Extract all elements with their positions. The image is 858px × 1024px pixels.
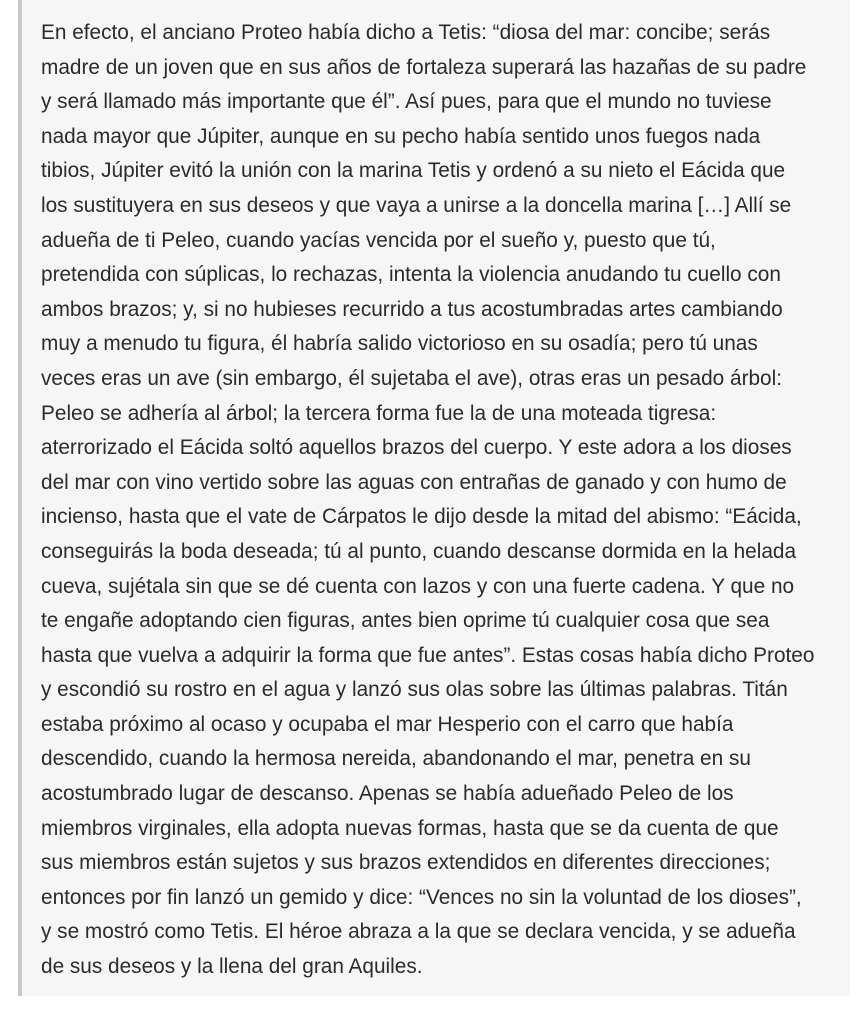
blockquote [18, 0, 850, 996]
quote-text: En efecto, el anciano Proteo había dicho a Tetis: “diosa del mar: concibe; serás madre de un joven que en sus años de fortaleza superará las hazañas de su padre y será llamado más importante que él”. Así pues, para que el mundo no tuviese nada mayor que Júpiter, aunque en su pecho había sentido unos fuegos nada tibios, Júpiter evitó la unión con la marina Tetis y ordenó a su nieto el Eácida que los sustituyera en sus deseos y que vaya a unirse a la doncella marina […] Allí se adueña de ti Peleo, cuando yacías vencida por el sueño y, puesto que tú, pretendida con súplicas, lo rechazas, intenta la violencia anudando tu cuello con ambos brazos; y, si no hubieses recurrido a tus acostumbradas artes cambiando muy a menudo tu figura, él habría salido victorioso en su osadía; pero tú unas veces eras un ave (sin embargo, él sujetaba el ave), otras eras un pesado árbol: Peleo se adhería al árbol; la tercera forma fue la de una moteada tigresa: aterrorizado el Eácida soltó aquellos brazos del cuerpo. Y este adora a los dioses del mar con vino vertido sobre las aguas con entrañas de ganado y con humo de incienso, hasta que el vate de Cárpatos le dijo desde la mitad del abismo: “Eácida, conseguirás la boda deseada; tú al punto, cuando descanse dormida en la helada cueva, sujétala sin que se dé cuenta con lazos y con una fuerte cadena. Y que no te engañe adoptando cien figuras, antes bien oprime tú cualquier cosa que sea hasta que vuelva a adquirir la forma que fue antes”. Estas cosas había dicho Proteo y escondió su rostro en el agua y lanzó sus olas sobre las últimas palabras. Titán estaba próximo al ocaso y ocupaba el mar Hesperio con el carro que había descendido, cuando la hermosa nereida, abandonando el mar, penetra en su acostumbrado lugar de descanso. Apenas se había adueñado Peleo de los miembros virginales, ella adopta nuevas formas, hasta que se da cuenta de que sus miembros están sujetos y sus brazos extendidos en diferentes direcciones; entonces por fin lanzó un gemido y dice: “Vences no sin la voluntad de los dioses”, y se mostró como Tetis. El héroe abraza a la que se declara vencida, y se adueña de sus deseos y la llena del gran Aquiles. [41, 21, 815, 979]
